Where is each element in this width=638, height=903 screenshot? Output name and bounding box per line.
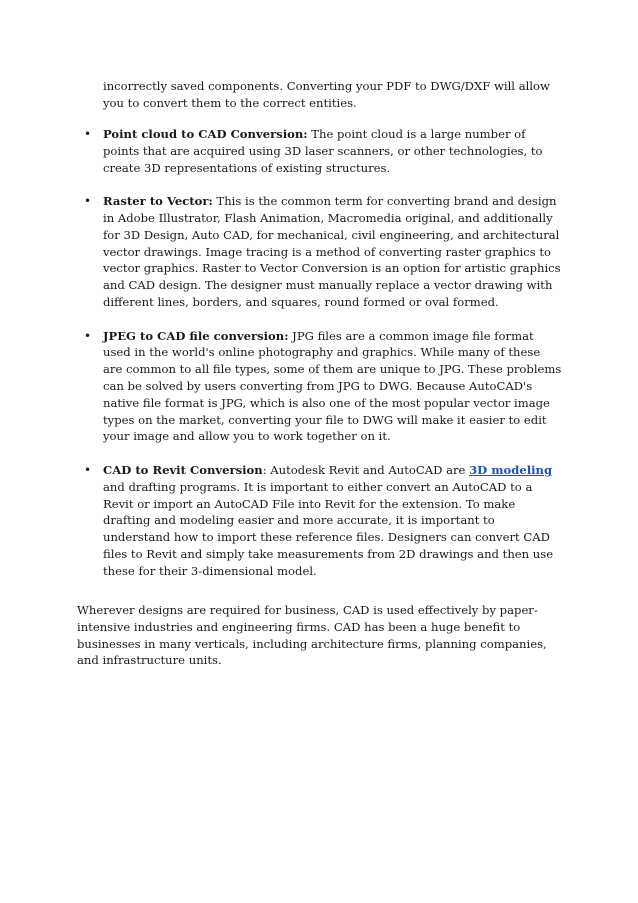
continuation-paragraph: incorrectly saved components. Converting your PDF to DWG/DXF will allow you to convert them to the correct entities. (103, 79, 550, 110)
list-item-term: CAD to Revit Conversion (103, 462, 263, 477)
list-item (0, 328, 563, 446)
list-item (0, 126, 563, 176)
list-item-body: JPG files are a common image file format used in the world's online photography and graphics. While many of these are common to all file types, some of them are unique to JPG. These problems can be solved by users converting from JPG to DWG. Because AutoCAD's native file format is JPG, which is also one of the most popular vector image types on the market, converting your file to DWG will make it easier to edit your image and allow you to work together on it. (103, 328, 562, 444)
3d-modeling-link[interactable]: 3D modeling (469, 462, 553, 477)
bullet-icon: • (84, 127, 92, 141)
conversion-list (0, 126, 638, 596)
list-item-body-continued: and drafting programs. It is important to either convert an AutoCAD to a Revit or import an AutoCAD File into Revit for the extension. To make drafting and modeling easier and more accurate, it is important to understand how to import these reference files. Designers can convert CAD files to Revit and simply take measurements from 2D drawings and then use these for their 3-dimensional model. (103, 479, 554, 578)
bullet-icon: • (84, 194, 92, 209)
bullet-icon: • (84, 328, 92, 343)
list-item-term: JPEG to CAD file conversion: (103, 328, 289, 343)
list-item-text (103, 126, 563, 176)
list-item-body: : Autodesk Revit and AutoCAD are (262, 462, 470, 477)
list-item-body: This is the common term for converting brand and design in Adobe Illustrator, Flash Animation, Macromedia original, and additionally for 3D Design, Auto CAD, for mechanical, civil engineering, and architectural vector drawings. Image tracing is a method of converting raster graphics to vector graphics. Raster to Vector Conversion is an option for artistic graphics and CAD design. The designer must manually replace a vector drawing with different lines, borders, and squares, round formed or oval formed. (103, 194, 561, 309)
list-item-term: Point cloud to CAD Conversion: (103, 127, 308, 141)
list-item-text (103, 193, 563, 311)
list-item-term: Raster to Vector: (103, 194, 213, 209)
list-item-text (103, 462, 563, 580)
list-item-body: The point cloud is a large number of points that are acquired using 3D laser scanners, or other technologies, to create 3D representations of existing structures. (103, 127, 543, 175)
list-item (0, 193, 563, 311)
list-item (0, 462, 563, 580)
closing-paragraph: Wherever designs are required for business, CAD is used effectively by paper-intensive industries and engineering firms. CAD has been a huge benefit to businesses in many verticals, including architecture firms, planning companies, and infrastructure units. (77, 603, 547, 668)
list-item-text (103, 328, 563, 446)
bullet-icon: • (84, 462, 92, 477)
